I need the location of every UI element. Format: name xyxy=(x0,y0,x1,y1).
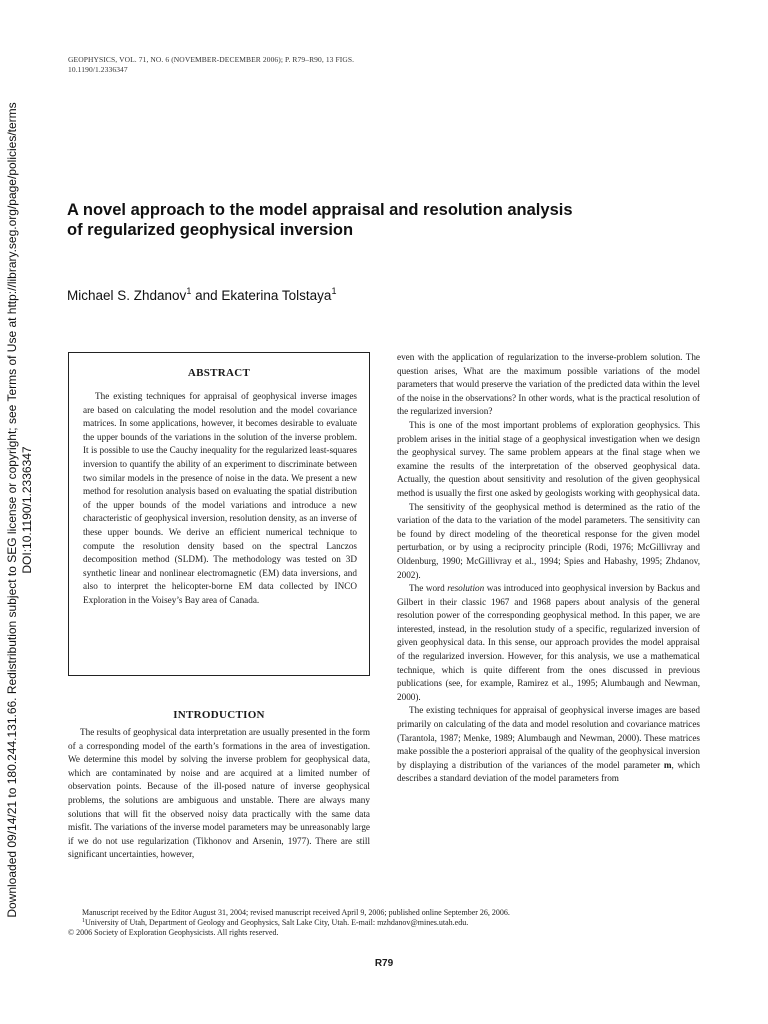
journal-citation: GEOPHYSICS, VOL. 71, NO. 6 (NOVEMBER-DECEMBER 2006); P. R79–R90, 13 FIGS. xyxy=(68,55,355,64)
article-title-line1: A novel approach to the model appraisal and resolution analysis xyxy=(67,201,573,219)
italic-term: resolution xyxy=(447,583,485,594)
affiliation-marker: 1 xyxy=(82,918,85,924)
abstract-paragraph: The existing techniques for appraisal of geophysical inverse images are based on calculating the model resolution and the model covariance matrices. In some applications, however, it becomes desirable to evaluate the upper bounds of the variations in the solution of the inverse problem. It is possible to use the Cauchy inequality for the regularized least-squares inversion to quantify the ability of an experiment to discriminate between two similar models in the presence of noise in the data. We present a new method for resolution analysis based on evaluating the spatial distribution of the upper bounds of the model variations and introduce a new characteristic of geophysical inversion, resolution density, as an inverse of these upper bounds. We derive an efficient numerical technique to compute the resolution density based on the spectral Lanczos decomposition method (SLDM). The methodology was tested on 3D synthetic linear and nonlinear electromagnetic (EM) data inversions, and also to interpret the helicopter-borne EM data collected by INCO Exploration in the Voisey’s Bay area of Canada. xyxy=(83,391,357,605)
received-note: Manuscript received by the Editor August 31, 2004; revised manuscript received April 9, 2006; published online September 26, 2006. xyxy=(82,908,510,917)
abstract-heading: ABSTRACT xyxy=(187,367,251,379)
download-notice-text: Downloaded 09/14/21 to 180.244.131.66. Redistribution subject to SEG license or copyright; see Terms of Use at http://library.seg.org/page/policies/terms xyxy=(5,102,19,918)
body-paragraph xyxy=(397,704,700,786)
introduction-paragraph: The results of geophysical data interpretation are usually presented in the form of a corresponding model of the earth’s formations in the area of investigation. We determine this model by solving the inverse problem for geophysical data, which are contaminated by noise and are acquired at a limited number of observation points. Because of the ill-posed nature of inverse geophysical problems, the solutions are ambiguous and unstable. There are always many solutions that will fit the observed noisy data practically with the same data misfit. The variations of the inverse model parameters may be unreasonably large if we do not use regularization (Tikhonov and Arsenin, 1977). There are still significant uncertainties, however, xyxy=(68,727,370,860)
text-run: The word xyxy=(409,583,448,594)
author-name: Ekaterina Tolstaya xyxy=(221,288,332,303)
text-run: The existing techniques for appraisal of geophysical inverse images are based primarily on calculating of the data and model resolution and covariance matrices (Tarantola, 1987; Menke, 1989; Alumbaugh and Newman, 2000). These matrices make possible the a posteriori appraisal of the quality of the geophysical inversion by displaying a distribution of the variances of the model parameter xyxy=(397,705,700,770)
download-notice xyxy=(0,60,40,960)
affiliation-marker: 1 xyxy=(186,286,192,296)
author-name: Michael S. Zhdanov xyxy=(67,288,187,303)
article-title xyxy=(67,200,707,240)
body-paragraph: The sensitivity of the geophysical method is determined as the ratio of the variation of the data to the variation of the model parameters. The sensitivity can be found by direct modeling of the theoretical response for the given model perturbation, or by using a reciprocity principle (Rodi, 1976; McGillivray and Oldenburg, 1990; McGillivray et al., 1994; Spies and Habashy, 1995; Zhdanov, 2002). xyxy=(397,501,700,580)
body-paragraph: This is one of the most important problems of exploration geophysics. This problem arises in the initial stage of a geophysical investigation when we design the geophysical survey. The same problem appears at the final stage when we examine the results of the interpretation of the observed geophysical data. Actually, the question about sensitivity and resolution of the given geophysical method is usually the first one asked by geologists working with geophysical data. xyxy=(397,419,700,498)
download-notice-doi: DOI:10.1190/1.2336347 xyxy=(20,446,34,574)
journal-header xyxy=(68,55,354,75)
author-list xyxy=(67,287,336,305)
bold-symbol: m xyxy=(663,759,672,770)
right-column xyxy=(397,351,700,786)
introduction-heading: INTRODUCTION xyxy=(173,709,265,721)
journal-doi: 10.1190/1.2336347 xyxy=(68,65,128,74)
affiliation-text: University of Utah, Department of Geology and Geophysics, Salt Lake City, Utah. E-mail: mzhdanov@mines.utah.edu. xyxy=(85,918,469,927)
author-connector: and xyxy=(191,288,222,303)
body-paragraph: even with the application of regularization to the inverse-problem solution. The question arises, What are the maximum possible variations of the model parameters that would preserve the variation of the predicted data within the level of the noise in the observations? In other words, what is the practical resolution of the regularized inversion? xyxy=(397,352,700,417)
abstract-box xyxy=(68,352,370,676)
body-paragraph xyxy=(397,582,700,704)
abstract-body xyxy=(83,390,357,608)
affiliation-note xyxy=(68,918,700,928)
text-run: was introduced into geophysical inversion by Backus and Gilbert in their classic 1967 and 1968 papers about analysis of the general resolution power of the corresponding geophysical method. In this paper, we are interested, instead, in the resolution study of a specific, regularized inversion of given geophysical data. In this sense, our approach provides the model appraisal of the regularized inversion. However, for this analysis, we use a mathematical technique, which is quite different from the ones discussed in previous publications (see, for example, Ramirez et al., 1995; Alumbaugh and Newman, 2000). xyxy=(397,583,700,702)
footnotes xyxy=(68,908,700,938)
copyright-note: © 2006 Society of Exploration Geophysicists. All rights reserved. xyxy=(68,928,279,937)
text-run: , which describes a standard deviation of the model parameters from xyxy=(397,759,700,784)
page-number: R79 xyxy=(374,958,394,969)
introduction-body xyxy=(68,726,370,862)
article-title-line2: of regularized geophysical inversion xyxy=(67,221,354,239)
affiliation-marker: 1 xyxy=(331,286,337,296)
